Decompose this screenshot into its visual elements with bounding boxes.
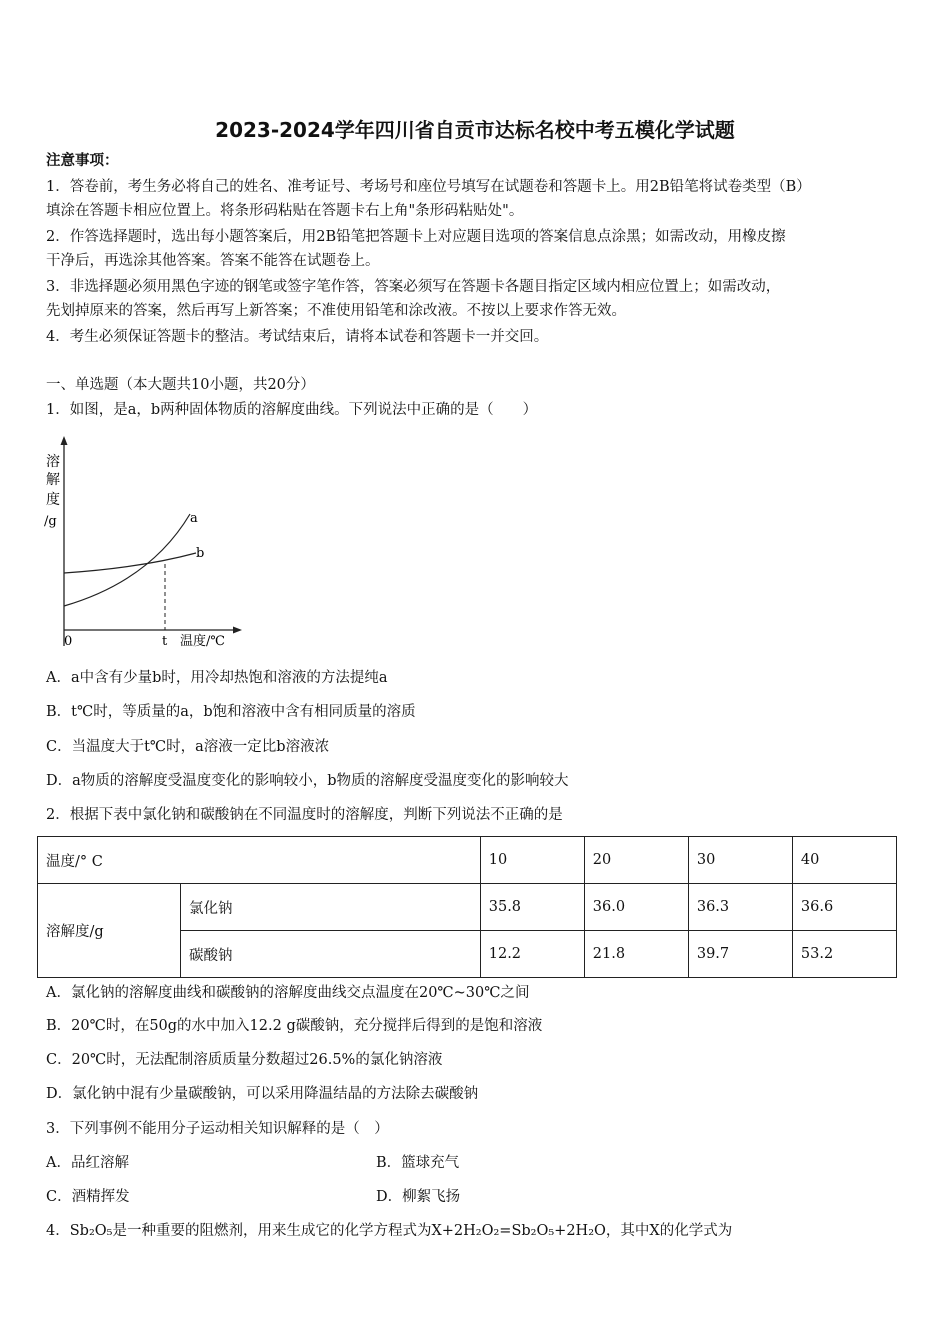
table-cell: 10 xyxy=(480,837,584,884)
table-cell: 39.7 xyxy=(688,931,792,978)
notice-line: 干净后，再选涂其他答案。答案不能答在试题卷上。 xyxy=(46,253,380,269)
solubility-table xyxy=(37,836,897,978)
q4-stem: 4．Sb₂O₅是一种重要的阻燃剂，用来生成它的化学方程式为X+2H₂O₂=Sb₂O₅+2H₂O，其中X的化学式为 xyxy=(46,1223,733,1239)
curve-a-label: a xyxy=(190,511,198,526)
section-heading: 一、单选题（本大题共10小题，共20分） xyxy=(46,377,315,393)
q1-option-b: B．t℃时，等质量的a，b饱和溶液中含有相同质量的溶质 xyxy=(46,704,416,720)
q2-option-d: D．氯化钠中混有少量碳酸钠，可以采用降温结晶的方法除去碳酸钠 xyxy=(46,1086,479,1102)
solubility-curve-figure xyxy=(40,436,250,652)
table-header-solubility: 溶解度/g xyxy=(38,884,181,978)
table-row xyxy=(38,884,897,931)
q1-option-a: A．a中含有少量b时，用冷却热饱和溶液的方法提纯a xyxy=(46,670,388,686)
notice-line: 4．考生必须保证答题卡的整洁。考试结束后，请将本试卷和答题卡一并交回。 xyxy=(46,329,549,345)
q3-option-d: D．柳絮飞扬 xyxy=(376,1189,461,1205)
q3-option-a: A．品红溶解 xyxy=(46,1155,129,1171)
q1-option-d: D．a物质的溶解度受温度变化的影响较小，b物质的溶解度受温度变化的影响较大 xyxy=(46,773,569,789)
q1-option-c: C．当温度大于t℃时，a溶液一定比b溶液浓 xyxy=(46,739,330,755)
q3-stem: 3．下列事例不能用分子运动相关知识解释的是（ ） xyxy=(46,1121,389,1137)
q2-stem: 2．根据下表中氯化钠和碳酸钠在不同温度时的溶解度，判断下列说法不正确的是 xyxy=(46,807,563,823)
table-row-label: 氯化钠 xyxy=(181,884,481,931)
y-label-char: 解 xyxy=(46,472,60,488)
page-title: 2023-2024学年四川省自贡市达标名校中考五模化学试题 xyxy=(215,118,735,142)
curve-b-label: b xyxy=(196,546,205,561)
q2-option-a: A．氯化钠的溶解度曲线和碳酸钠的溶解度曲线交点温度在20℃~30℃之间 xyxy=(46,985,530,1001)
notice-line: 先划掉原来的答案，然后再写上新答案；不准使用铅笔和涂改液。不按以上要求作答无效。 xyxy=(46,303,626,319)
q3-option-c: C．酒精挥发 xyxy=(46,1189,130,1205)
notice-heading: 注意事项： xyxy=(46,152,119,169)
q2-option-b: B．20℃时，在50g的水中加入12.2 g碳酸钠，充分搅拌后得到的是饱和溶液 xyxy=(46,1018,543,1034)
q3-option-b: B．篮球充气 xyxy=(376,1155,460,1171)
curve-a xyxy=(64,514,190,606)
y-axis-arrow-icon xyxy=(61,436,68,445)
table-cell: 36.3 xyxy=(688,884,792,931)
table-row-label: 碳酸钠 xyxy=(181,931,481,978)
table-row xyxy=(38,837,897,884)
table-cell: 35.8 xyxy=(480,884,584,931)
notice-line: 2．作答选择题时，选出每小题答案后，用2B铅笔把答题卡上对应题目选项的答案信息点涂黑；如需改动，用橡皮擦 xyxy=(46,229,786,245)
table-cell: 53.2 xyxy=(792,931,896,978)
q1-stem: 1．如图，是a，b两种固体物质的溶解度曲线。下列说法中正确的是（ ） xyxy=(46,402,538,418)
table-cell: 21.8 xyxy=(584,931,688,978)
notice-line: 填涂在答题卡相应位置上。将条形码粘贴在答题卡右上角"条形码粘贴处"。 xyxy=(46,203,524,219)
y-label-char: 溶 xyxy=(46,454,60,470)
x-axis-label: 温度/℃ xyxy=(180,634,225,649)
table-cell: 36.0 xyxy=(584,884,688,931)
curve-b xyxy=(64,553,196,573)
notice-line: 1．答卷前，考生务必将自己的姓名、准考证号、考场号和座位号填写在试题卷和答题卡上。用2B铅笔将试卷类型（B） xyxy=(46,179,811,195)
y-label-char: /g xyxy=(44,514,57,529)
y-label-char: 度 xyxy=(46,492,60,508)
table-cell: 40 xyxy=(792,837,896,884)
table-cell: 12.2 xyxy=(480,931,584,978)
table-cell: 30 xyxy=(688,837,792,884)
table-cell: 36.6 xyxy=(792,884,896,931)
x-axis-arrow-icon xyxy=(233,627,242,634)
table-header-temp: 温度/° C xyxy=(38,837,481,884)
q2-option-c: C．20℃时，无法配制溶质质量分数超过26.5%的氯化钠溶液 xyxy=(46,1052,443,1068)
t-label: t xyxy=(162,634,168,649)
table-cell: 20 xyxy=(584,837,688,884)
origin-label: 0 xyxy=(64,634,73,649)
notice-line: 3．非选择题必须用黑色字迹的钢笔或签字笔作答，答案必须写在答题卡各题目指定区域内相应位置上；如需改动， xyxy=(46,279,781,295)
